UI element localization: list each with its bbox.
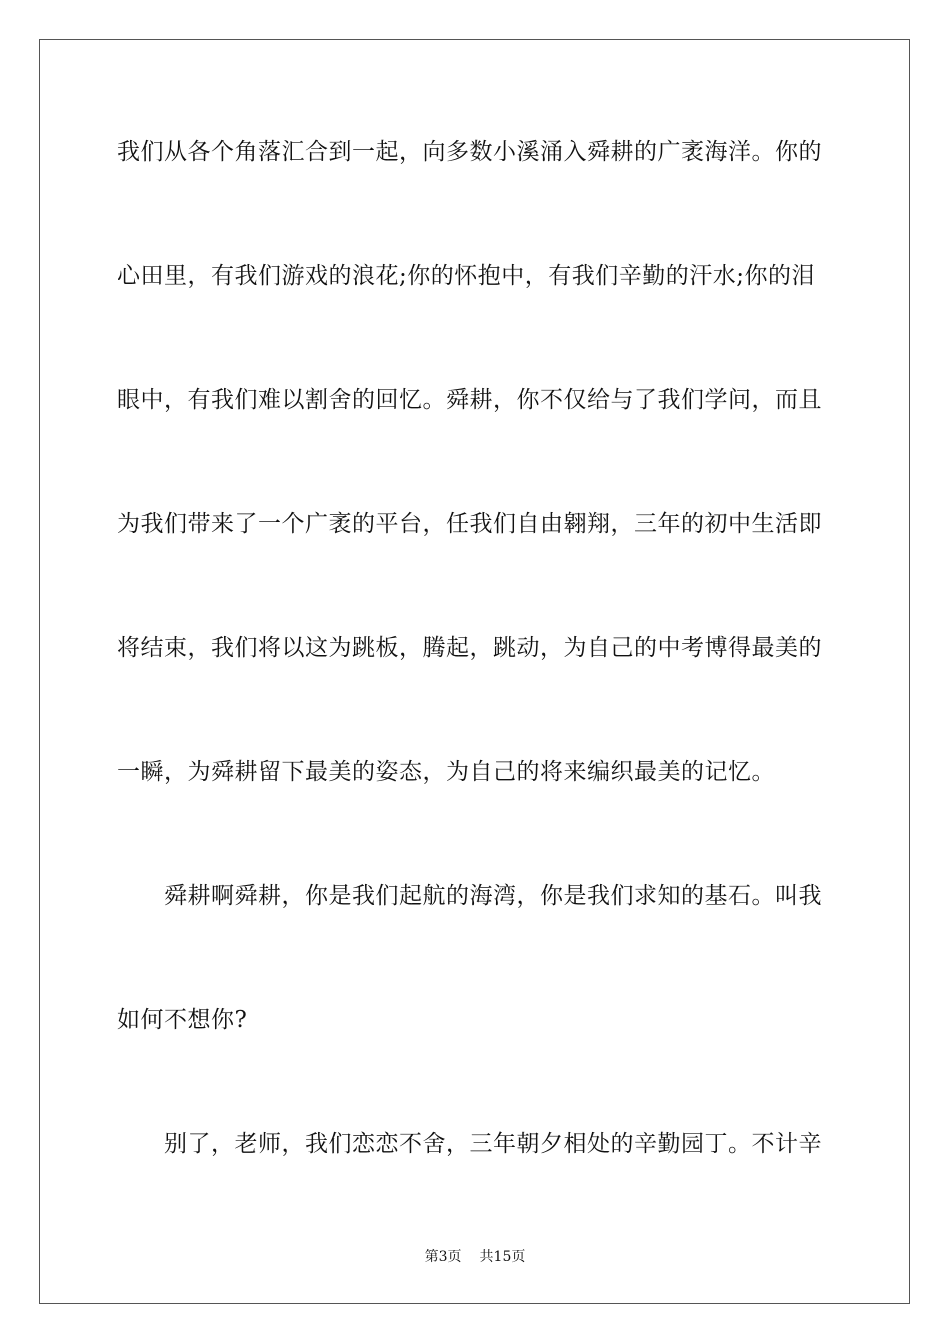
text-line: 眼中，有我们难以割舍的回忆。舜耕，你不仅给与了我们学问，而且	[117, 387, 822, 413]
text-line: 将结束，我们将以这为跳板，腾起，跳动，为自己的中考博得最美的	[117, 635, 822, 661]
text-line: 我们从各个角落汇合到一起，向多数小溪涌入舜耕的广袤海洋。你的	[117, 139, 822, 165]
text-line: 为我们带来了一个广袤的平台，任我们自由翱翔，三年的初中生活即	[117, 511, 822, 537]
page-footer	[0, 1248, 950, 1266]
page-total: 共15页	[479, 1249, 526, 1265]
paragraph-first-line: 别了，老师，我们恋恋不舍，三年朝夕相处的辛勤园丁。不计辛	[164, 1131, 822, 1157]
text-line: 心田里，有我们游戏的浪花;你的怀抱中，有我们辛勤的汗水;你的泪	[117, 263, 815, 289]
page-border	[39, 39, 910, 1304]
page-number: 第3页	[424, 1249, 462, 1265]
paragraph-first-line: 舜耕啊舜耕，你是我们起航的海湾，你是我们求知的基石。叫我	[164, 883, 822, 909]
text-line: 如何不想你?	[117, 1007, 248, 1033]
text-line: 一瞬，为舜耕留下最美的姿态，为自己的将来编织最美的记忆。	[117, 759, 775, 785]
